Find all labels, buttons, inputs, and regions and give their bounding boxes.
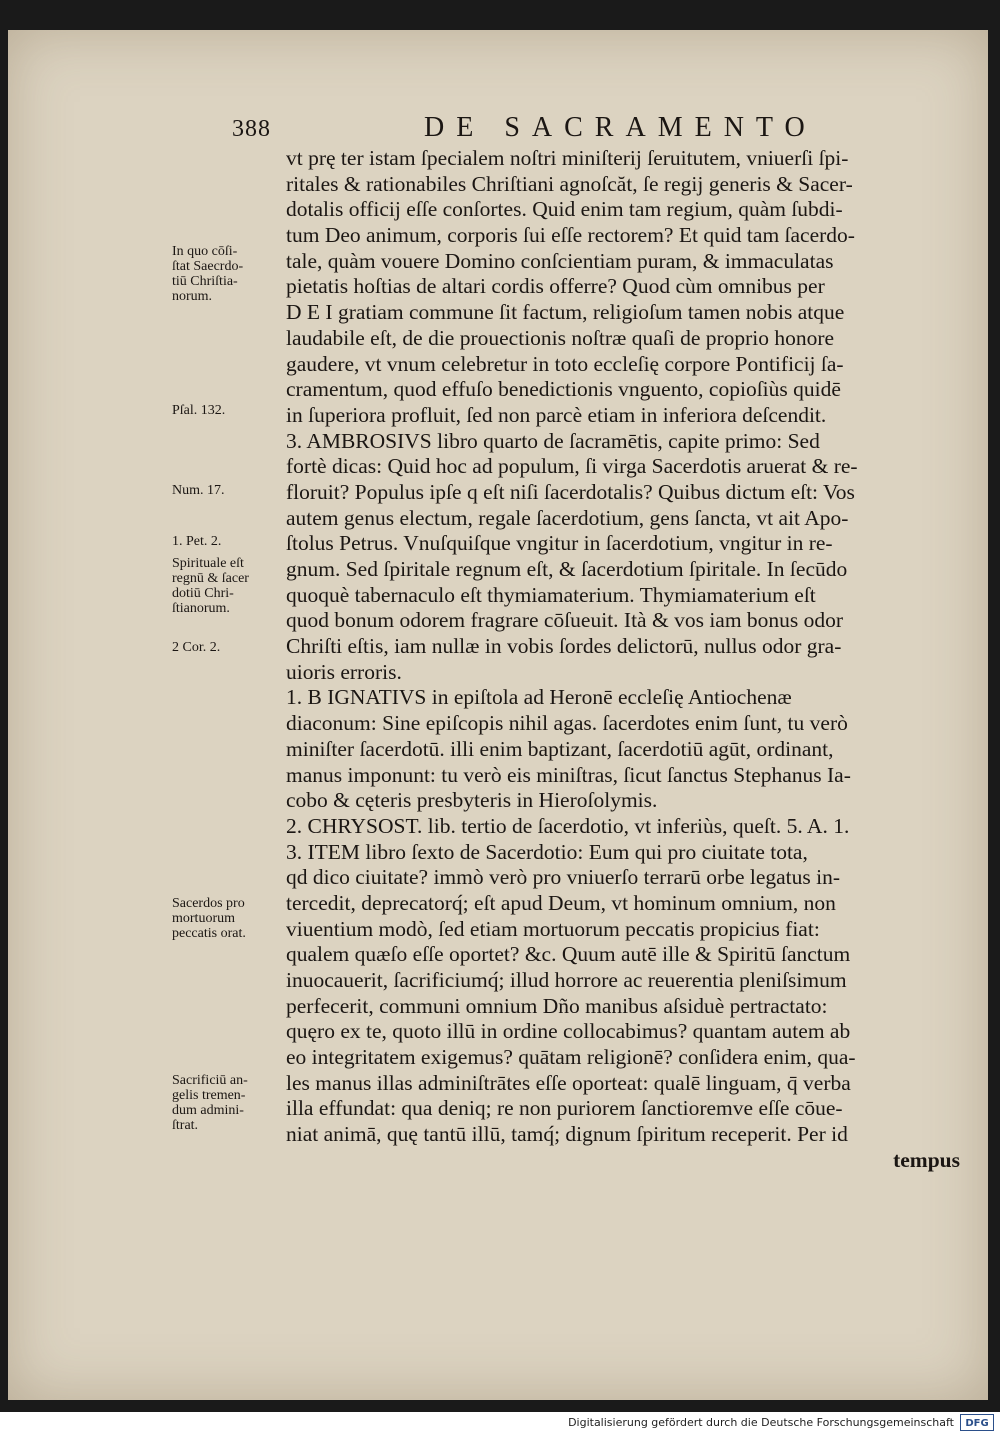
text-line: tum Deo animum, corporis ſui eſſe rectorem? Et quid tam ſacerdo- (286, 223, 855, 248)
text-line: eo integritatem exigemus? quātam religionē? conſidera enim, qua- (286, 1045, 856, 1070)
margin-note-line: Pſal. 132. (172, 403, 226, 418)
text-line: D E I gratiam commune ſit factum, religioſum tamen nobis atque (286, 300, 845, 325)
text-line: les manus illas adminiſtrātes eſſe oporteat: qualē linguam, q̄ verba (286, 1070, 851, 1095)
text-line: ſtolus Petrus. Vnuſquiſque vngitur in ſacerdotium, vngitur in re- (286, 531, 833, 556)
margin-note-line: gelis tremen- (172, 1088, 246, 1103)
margin-note-line: dotiū Chri- (172, 586, 234, 601)
text-line: illa effundat: qua deniq; re non puriorem ſanctioremve eſſe cōue- (286, 1096, 843, 1121)
text-line: cobo & cęteris presbyteris in Hieroſolymis. (286, 788, 658, 813)
text-line: gnum. Sed ſpiritale regnum eſt, & ſacerdotium ſpiritale. In ſecūdo (286, 557, 848, 581)
text-line: quod bonum odorem fragrare cōſueuit. Ità & vos iam bonus odor (286, 608, 844, 633)
text-line: cramentum, quod effuſo benedictionis vnguento, copioſiùs quidē (286, 377, 841, 402)
margin-note (172, 896, 290, 941)
margin-note (172, 534, 290, 549)
margin-note-line: dum admini- (172, 1103, 244, 1118)
margin-note (172, 556, 290, 616)
margin-note-line: ſtat Saecrdo- (172, 259, 244, 274)
margin-note (172, 403, 290, 418)
margin-note-line: Sacrificiū an- (172, 1073, 248, 1088)
text-line: laudabile eſt, de die prouectionis noſtræ quaſi de proprio honore (286, 325, 835, 350)
text-line: perfecerit, communi omnium Dño manibus aſsiduè pertractato: (286, 993, 828, 1018)
text-line: 2. CHRYSOST. lib. tertio de ſacerdotio, vt inferiùs, queſt. 5. A. 1. (286, 813, 850, 838)
margin-note-line: Spirituale eſt (172, 556, 244, 571)
margin-note (172, 1073, 290, 1133)
text-line: quoquè tabernaculo eſt thymiamaterium. Thymiamaterium eſt (286, 582, 816, 607)
margin-note (172, 640, 290, 655)
running-title: DE SACRAMENTO (424, 112, 817, 143)
margin-note-line: regnū & ſacer (172, 571, 249, 586)
text-line: inuocauerit, ſacrificiumq́; illud horrore ac reuerentia pleniſsimum (286, 968, 847, 992)
text-line: viuentium modò, ſed etiam mortuorum peccatis propicius fiat: (286, 916, 820, 941)
text-line: quęro ex te, quoto illū in ordine collocabimus? quantam autem ab (286, 1019, 851, 1044)
margin-note-line: peccatis orat. (172, 926, 246, 941)
margin-note (172, 244, 290, 304)
catchword: tempus (893, 1147, 960, 1172)
margin-note-line: Num. 17. (172, 483, 225, 498)
margin-note-line: 1. Pet. 2. (172, 534, 222, 549)
margin-note-line: Sacerdos pro (172, 896, 245, 911)
dfg-logo: DFG (960, 1414, 994, 1431)
margin-note-line: ſtianorum. (172, 601, 230, 616)
text-line: ritales & rationabiles Chriſtiani agnoſcăt, ſe regij generis & Sacer- (286, 171, 853, 196)
text-line: qd dico ciuitate? immò verò pro vniuerſo terrarū orbe legatus in- (286, 865, 841, 890)
text-line: pietatis hoſtias de altari cordis offerre? Quod cùm omnibus per (286, 274, 825, 299)
text-line: dotalis officij eſſe conſortes. Quid enim tam regium, quàm ſubdi- (286, 197, 843, 222)
text-line: fortè dicas: Quid hoc ad populum, ſi virga Sacerdotis aruerat & re- (286, 454, 858, 479)
digitization-credit: Digitalisierung gefördert durch die Deutsche Forschungsgemeinschaft (568, 1416, 954, 1429)
margin-note-line: tiū Chriſtia- (172, 274, 238, 289)
text-line: 1. B IGNATIVS in epiſtola ad Heronē eccleſię Antiochenæ (286, 685, 792, 710)
text-line: diaconum: Sine epiſcopis nihil agas. ſacerdotes enim ſunt, tu verò (286, 711, 848, 736)
text-line: 3. ITEM libro ſexto de Sacerdotio: Eum qui pro ciuitate tota, (286, 839, 808, 864)
text-line: manus imponunt: tu verò eis miniſtras, ſicut ſanctus Stephanus Ia- (286, 762, 851, 787)
text-line: Chriſti eſtis, iam nullæ in vobis ſordes delictorū, nullus odor gra- (286, 634, 842, 659)
margin-note-line: norum. (172, 289, 213, 304)
main-text-block (286, 146, 962, 1174)
text-line: vt prę ter istam ſpecialem noſtri miniſterij ſeruitutem, vniuerſi ſpi- (286, 146, 849, 170)
text-line: tale, quàm vouere Domino conſcientiam puram, & immaculatas (286, 248, 834, 273)
margin-note-line: ſtrat. (172, 1118, 199, 1133)
text-line: uioris erroris. (286, 659, 402, 684)
margin-note-line: In quo cōſi- (172, 244, 238, 259)
text-line: niat animā, quę tantū illū, tamq́; dignum ſpiritum receperit. Per id (286, 1122, 848, 1147)
margin-note (172, 483, 290, 498)
text-line: autem genus electum, regale ſacerdotium, gens ſancta, vt ait Apo- (286, 505, 849, 530)
text-line: 3. AMBROSIVS libro quarto de ſacramētis, capite primo: Sed (286, 428, 820, 453)
text-line: miniſter ſacerdotū. illi enim baptizant, ſacerdotiū agūt, ordinant, (286, 736, 834, 761)
text-line: in ſuperiora profluit, ſed non parcè etiam in inferiora deſcendit. (286, 402, 827, 427)
page-number: 388 (232, 116, 271, 142)
margin-note-line: 2 Cor. 2. (172, 640, 221, 655)
margin-note-line: mortuorum (172, 911, 235, 926)
text-line: qualem quæſo eſſe oportet? &c. Quum autē ille & Spiritū ſanctum (286, 942, 851, 967)
text-line: tercedit, deprecatorq́; eſt apud Deum, vt hominum omnium, non (286, 890, 836, 915)
text-line: floruit? Populus ipſe q eſt niſi ſacerdotalis? Quibus dictum eſt: Vos (286, 479, 855, 504)
text-line: gaudere, vt vnum celebretur in toto eccleſię corpore Pontificij ſa- (286, 351, 844, 376)
